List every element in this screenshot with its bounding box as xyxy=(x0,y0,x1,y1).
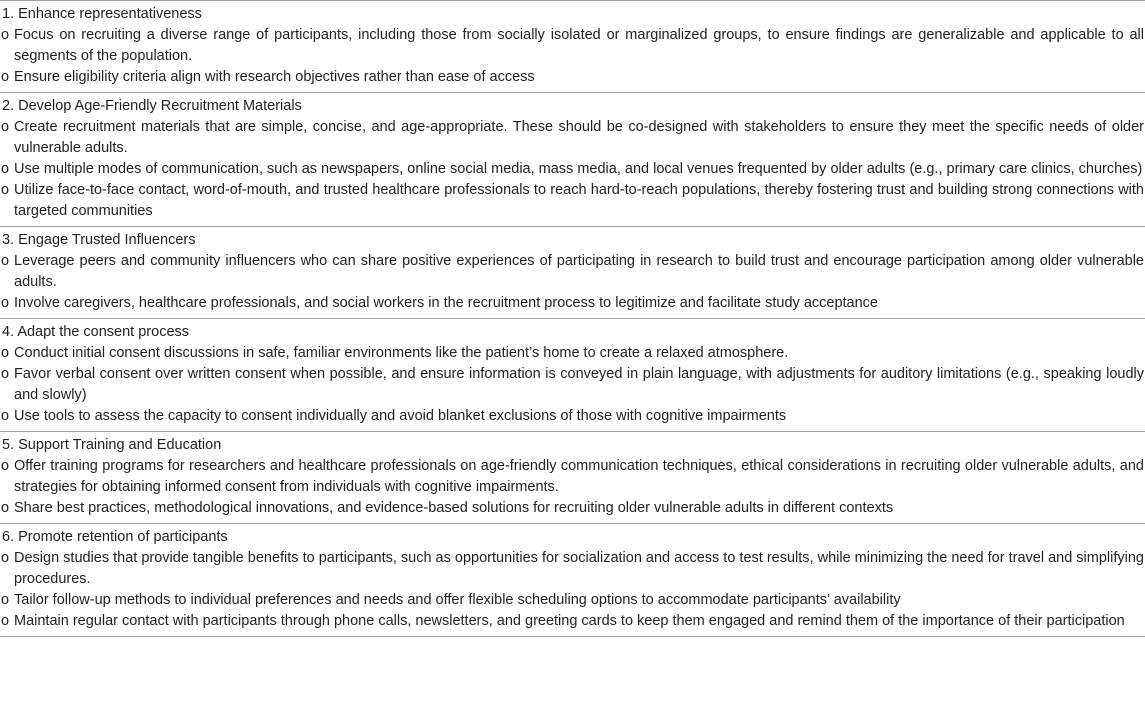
bullet-marker: o xyxy=(1,592,10,608)
bullet-marker: o xyxy=(1,295,10,311)
section-heading: 4. Adapt the consent process xyxy=(2,324,190,340)
bullet-item xyxy=(0,25,1145,67)
bullet-text: Use tools to assess the capacity to consent individually and avoid blanket exclusions of those with cognitive impairments xyxy=(14,408,787,424)
bullet-marker: o xyxy=(1,345,10,361)
bullet-item xyxy=(0,251,1145,293)
bullet-item xyxy=(0,159,1145,180)
bullet-item xyxy=(0,456,1145,498)
section-heading: 5. Support Training and Education xyxy=(2,437,222,453)
bullet-item xyxy=(0,180,1145,222)
bullet-text: Maintain regular contact with participants through phone calls, newsletters, and greeting cards to keep them engaged and remind them of the importance of their participation xyxy=(14,613,1125,629)
bullet-item xyxy=(0,548,1145,590)
bullet-text: Tailor follow-up methods to individual preferences and needs and offer flexible scheduling options to accommodate participants’ availability xyxy=(14,592,901,608)
bullet-text: Leverage peers and community influencers who can share positive experiences of participating in research to build trust and encourage participation among older vulnerable adults. xyxy=(14,253,1144,290)
bullet-text: Share best practices, methodological innovations, and evidence-based solutions for recruiting older vulnerable adults in different contexts xyxy=(14,500,894,516)
bullet-marker: o xyxy=(1,458,10,474)
section-2 xyxy=(0,93,1145,227)
section-heading: 2. Develop Age-Friendly Recruitment Materials xyxy=(2,98,302,114)
bullet-marker: o xyxy=(1,27,10,43)
bullet-marker: o xyxy=(1,253,10,269)
bullet-marker: o xyxy=(1,182,10,198)
section-4 xyxy=(0,319,1145,432)
bullet-text: Create recruitment materials that are simple, concise, and age-appropriate. These should be co-designed with stakeholders to ensure they meet the specific needs of older vulnerable adults. xyxy=(14,119,1144,156)
bullet-marker: o xyxy=(1,408,10,424)
bullet-marker: o xyxy=(1,550,10,566)
bullet-item xyxy=(0,498,1145,519)
bullet-item xyxy=(0,117,1145,159)
bullet-text: Involve caregivers, healthcare professionals, and social workers in the recruitment process to legitimize and facilitate study acceptance xyxy=(14,295,878,311)
bullet-text: Focus on recruiting a diverse range of participants, including those from socially isolated or marginalized groups, to ensure findings are generalizable and applicable to all segments of the population. xyxy=(14,27,1144,64)
bullet-marker: o xyxy=(1,119,10,135)
bullet-item xyxy=(0,364,1145,406)
bullet-text: Use multiple modes of communication, such as newspapers, online social media, mass media, and local venues frequented by older adults (e.g., primary care clinics, churches) xyxy=(14,161,1143,177)
bullet-marker: o xyxy=(1,366,10,382)
bullet-text: Ensure eligibility criteria align with research objectives rather than ease of access xyxy=(14,69,535,85)
bullet-item xyxy=(0,611,1145,632)
bullet-marker: o xyxy=(1,161,10,177)
section-5 xyxy=(0,432,1145,524)
bullet-text: Design studies that provide tangible benefits to participants, such as opportunities for socialization and access to test results, while minimizing the need for travel and simplifying procedures. xyxy=(14,550,1144,587)
section-3 xyxy=(0,227,1145,319)
bullet-marker: o xyxy=(1,500,10,516)
bullet-item xyxy=(0,343,1145,364)
bullet-text: Conduct initial consent discussions in safe, familiar environments like the patient’s home to create a relaxed atmosphere. xyxy=(14,345,789,361)
section-1 xyxy=(0,1,1145,93)
section-heading: 1. Enhance representativeness xyxy=(2,6,202,22)
bullet-item xyxy=(0,293,1145,314)
bullet-text: Offer training programs for researchers and healthcare professionals on age-friendly communication techniques, ethical considerations in recruiting older vulnerable adults, and strategies for obtaining informed consent from individuals with cognitive impairments. xyxy=(14,458,1144,495)
bullet-item xyxy=(0,590,1145,611)
bullet-marker: o xyxy=(1,69,10,85)
bullet-text: Favor verbal consent over written consent when possible, and ensure information is conveyed in plain language, with adjustments for auditory limitations (e.g., speaking loudly and slowly) xyxy=(14,366,1144,403)
section-heading: 3. Engage Trusted Influencers xyxy=(2,232,196,248)
section-6 xyxy=(0,524,1145,637)
bullet-item xyxy=(0,67,1145,88)
bullet-text: Utilize face-to-face contact, word-of-mouth, and trusted healthcare professionals to reach hard-to-reach populations, thereby fostering trust and building strong connections with targeted communities xyxy=(14,182,1144,219)
bullet-marker: o xyxy=(1,613,10,629)
bullet-item xyxy=(0,406,1145,427)
section-heading: 6. Promote retention of participants xyxy=(2,529,228,545)
